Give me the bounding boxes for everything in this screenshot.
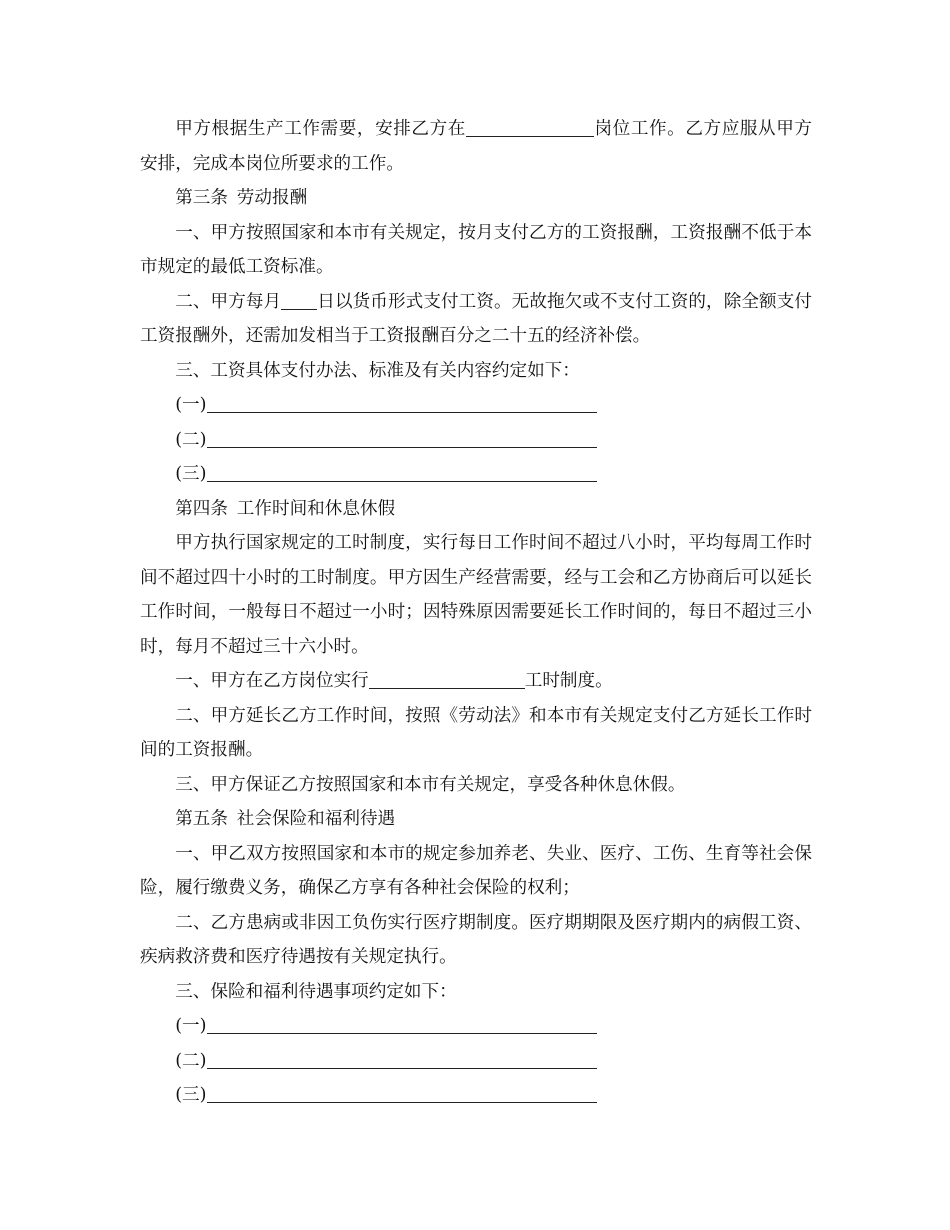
paragraph-wage-1: 一、甲方按照国家和本市有关规定，按月支付乙方的工资报酬，工资报酬不低于本市规定的最低工资标准。 bbox=[140, 222, 812, 277]
benefit-item-1: (一) bbox=[140, 1009, 812, 1044]
paragraph-insurance-1: 一、甲乙双方按照国家和本市的规定参加养老、失业、医疗、工伤、生育等社会保险，履行缴费义务，确保乙方享有各种社会保险的权利； bbox=[140, 843, 812, 898]
paragraph-position: 甲方根据生产工作需要，安排乙方在 岗位工作。乙方应服从甲方安排，完成本岗位所要求的工作。 bbox=[140, 119, 812, 174]
blank-position-field[interactable] bbox=[466, 118, 594, 137]
benefit-item-3: (三) bbox=[140, 1078, 812, 1113]
benefit-item-2: (二) bbox=[140, 1044, 812, 1079]
blank-payday-field[interactable] bbox=[281, 291, 317, 310]
paragraph-insurance-3: 三、保险和福利待遇事项约定如下： bbox=[175, 981, 457, 1002]
paragraph-hours-2: 二、甲方延长乙方工作时间，按照《劳动法》和本市有关规定支付乙方延长工作时间的工资报酬。 bbox=[140, 705, 812, 760]
paragraph-hours-3: 三、甲方保证乙方按照国家和本市有关规定，享受各种休息休假。 bbox=[175, 774, 686, 795]
paragraph-hours-1: 一、甲方在乙方岗位实行 工时制度。 bbox=[175, 671, 613, 691]
blank-hours-system-field[interactable] bbox=[369, 670, 525, 689]
article-5-heading: 第五条 社会保险和福利待遇 bbox=[175, 809, 396, 829]
article-4-heading: 第四条 工作时间和休息休假 bbox=[175, 498, 396, 519]
blank-benefit-item-3[interactable] bbox=[207, 1084, 597, 1103]
wage-item-1: (一) bbox=[140, 388, 812, 423]
blank-wage-item-1[interactable] bbox=[207, 394, 597, 413]
article-3-heading: 第三条 劳动报酬 bbox=[175, 188, 308, 208]
wage-item-3: (三) bbox=[140, 457, 812, 492]
blank-wage-item-2[interactable] bbox=[207, 429, 597, 448]
paragraph-work-hours: 甲方执行国家规定的工时制度，实行每日工作时间不超过八小时，平均每周工作时间不超过四十小时的工时制度。甲方因生产经营需要，经与工会和乙方协商后可以延长工作时间，一般每日不超过一小时；因特殊原因需要延长工作时间的，每日不超过三小时，每月不超过三十六小时。 bbox=[140, 533, 812, 657]
paragraph-wage-3: 三、工资具体支付办法、标准及有关内容约定如下： bbox=[175, 360, 580, 381]
paragraph-insurance-2: 二、乙方患病或非因工负伤实行医疗期制度。医疗期期限及医疗期内的病假工资、疾病救济费和医疗待遇按有关规定执行。 bbox=[140, 912, 812, 967]
contract-page bbox=[140, 112, 812, 1113]
wage-item-2: (二) bbox=[140, 423, 812, 458]
blank-wage-item-3[interactable] bbox=[207, 463, 597, 482]
blank-benefit-item-1[interactable] bbox=[207, 1015, 597, 1034]
paragraph-wage-2: 二、甲方每月 日以货币形式支付工资。无故拖欠或不支付工资的，除全额支付工资报酬外，还需加发相当于工资报酬百分之二十五的经济补偿。 bbox=[140, 291, 812, 346]
blank-benefit-item-2[interactable] bbox=[207, 1050, 597, 1069]
